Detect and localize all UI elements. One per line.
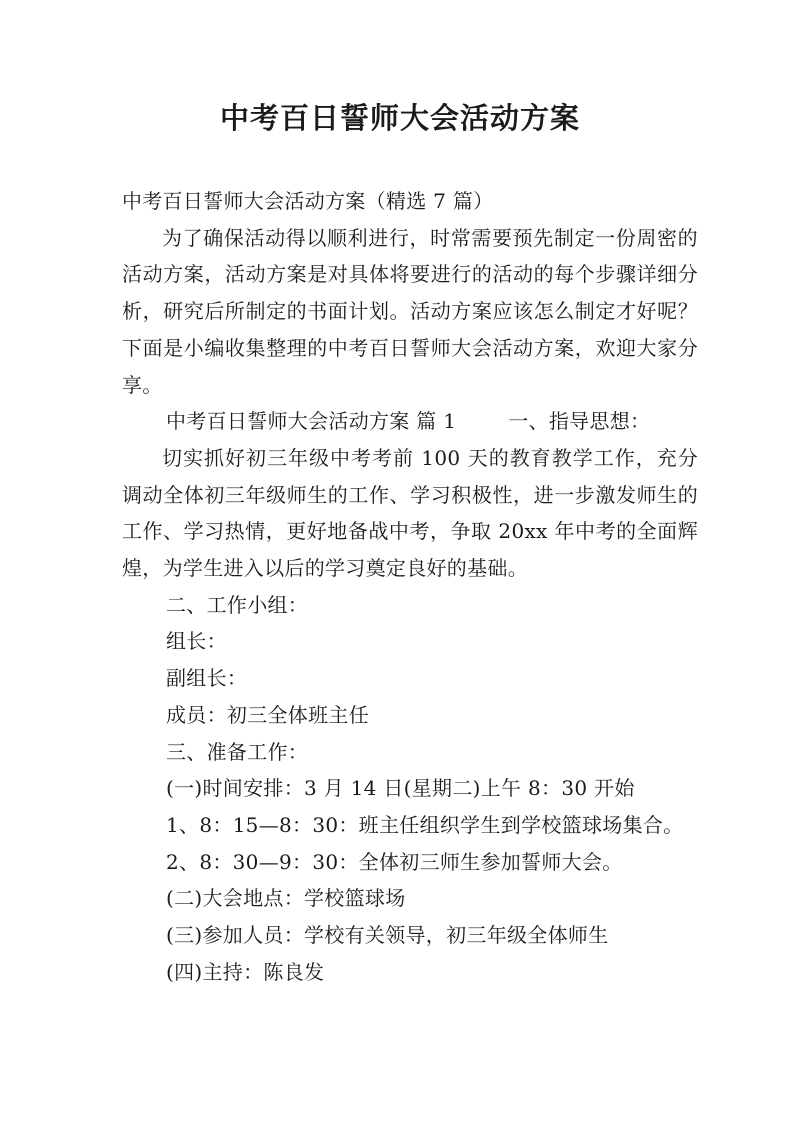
section1-paragraph: 切实抓好初三年级中考考前 100 天的教育教学工作，充分调动全体初三年级师生的工作、学习积极性，进一步激发师生的工作、学习热情，更好地备战中考，争取 20xx 年中考的全面辉煌，为学生进入以后的学习奠定良好的基础。 (122, 445, 698, 581)
document-title: 中考百日誓师大会活动方案 (219, 101, 580, 135)
members-line: 成员：初三全体班主任 (166, 702, 369, 727)
section2-heading: 二、工作小组： (166, 592, 309, 617)
piece-heading: 中考百日誓师大会活动方案 篇 1 (166, 409, 457, 434)
group-leader-line: 组长： (166, 629, 227, 654)
time-arrangement-line: (一)时间安排：3 月 14 日(星期二)上午 8：30 开始 (166, 776, 635, 801)
document-body (122, 183, 698, 990)
host-line: (四)主持：陈良发 (166, 959, 325, 984)
piece-heading-line (122, 403, 698, 440)
deputy-leader-line: 副组长： (166, 666, 248, 691)
document-subtitle: 中考百日誓师大会活动方案（精选 7 篇） (122, 189, 494, 213)
participants-line: (三)参加人员：学校有关领导，初三年级全体师生 (166, 923, 609, 948)
schedule-item-2: 2、8：30—9：30：全体初三师生参加誓师大会。 (166, 849, 623, 874)
schedule-item-1: 1、8：15—8：30：班主任组织学生到学校篮球场集合。 (166, 812, 684, 837)
venue-line: (二)大会地点：学校篮球场 (166, 886, 406, 911)
intro-paragraph: 为了确保活动得以顺利进行，时常需要预先制定一份周密的活动方案，活动方案是对具体将要进行的活动的每个步骤详细分析，研究后所制定的书面计划。活动方案应该怎么制定才好呢？下面是小编收集整理的中考百日誓师大会活动方案，欢迎大家分享。 (122, 225, 698, 397)
section1-heading: 一、指导思想： (508, 409, 651, 434)
section3-heading: 三、准备工作： (166, 739, 309, 764)
